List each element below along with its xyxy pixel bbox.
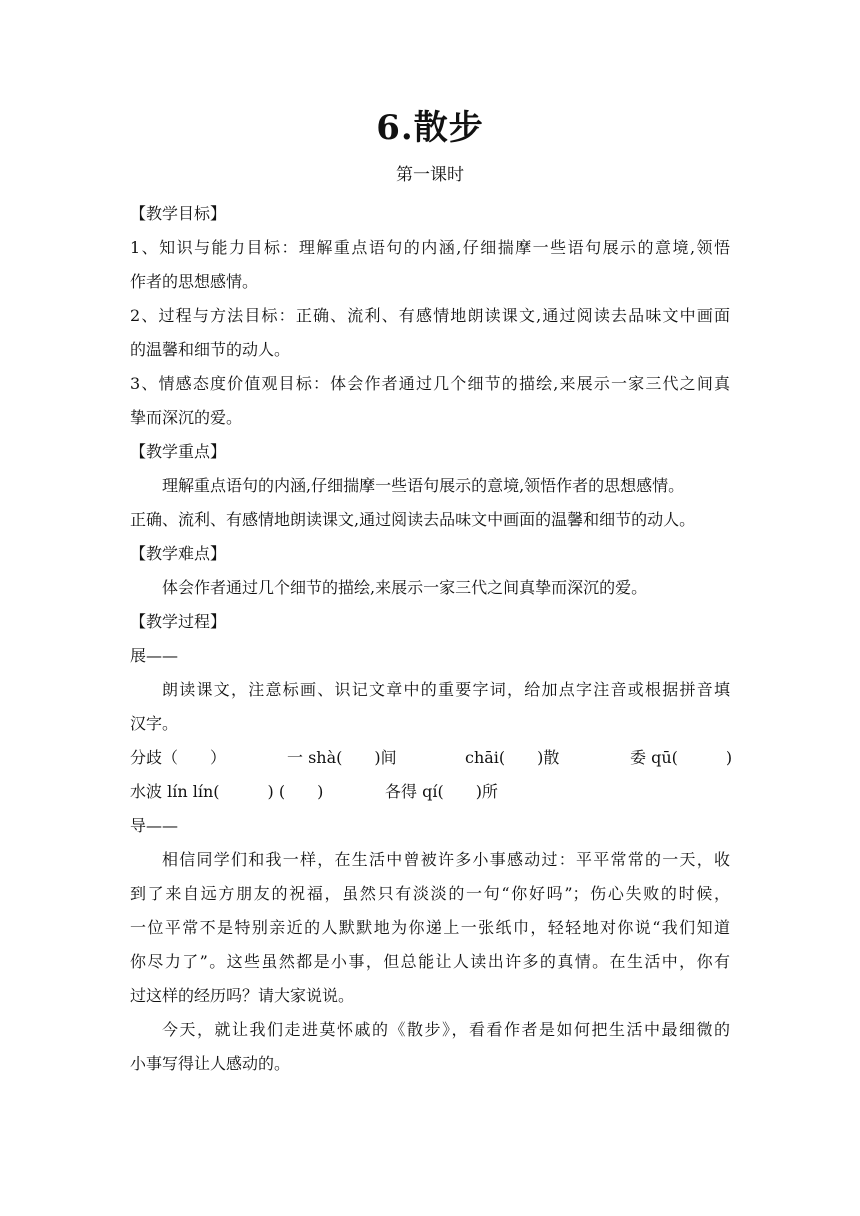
difficulties-line-1: 体会作者通过几个细节的描绘,来展示一家三代之间真挚而深沉的爱。 bbox=[162, 578, 648, 597]
process-dao-label: 导—— bbox=[130, 816, 179, 835]
process-dao-p1-line-3: 一位平常不是特别亲近的人默默地为你递上一张纸巾，轻轻地对你说“我们知道 bbox=[130, 918, 730, 937]
word-item-shuibo-linlin: 水波 lín lín( ) ( ) bbox=[130, 782, 324, 801]
objective-1-line-1: 1、知识与能力目标：理解重点语句的内涵,仔细揣摩一些语句展示的意境,领悟 bbox=[130, 238, 730, 257]
objective-3-line-2: 挚而深沉的爱。 bbox=[130, 408, 243, 427]
process-dao-p1-line-4: 你尽力了”。这些虽然都是小事，但总能让人读出许多的真情。在生活中，你有 bbox=[130, 952, 730, 971]
word-item-gedeqisuo: 各得 qí( )所 bbox=[385, 782, 498, 801]
process-zhan-line-1: 朗读课文，注意标画、识记文章中的重要字词，给加点字注音或根据拼音填 bbox=[162, 680, 730, 699]
process-dao-p1-line-1: 相信同学们和我一样，在生活中曾被许多小事感动过：平平常常的一天，收 bbox=[162, 850, 730, 869]
objective-1-line-2: 作者的思想感情。 bbox=[130, 272, 259, 291]
objective-2-line-2: 的温馨和细节的动人。 bbox=[130, 340, 291, 359]
process-dao-p1-line-5: 过这样的经历吗？请大家说说。 bbox=[130, 986, 355, 1005]
key-points-line-1: 理解重点语句的内涵,仔细揣摩一些语句展示的意境,领悟作者的思想感情。 bbox=[162, 476, 685, 495]
objective-2-line-1: 2、过程与方法目标：正确、流利、有感情地朗读课文,通过阅读去品味文中画面 bbox=[130, 306, 730, 325]
heading-key-points: 【教学重点】 bbox=[130, 442, 227, 461]
process-dao-p1-line-2: 到了来自远方朋友的祝福，虽然只有淡淡的一句“你好吗”；伤心失败的时候， bbox=[130, 884, 730, 903]
page-subtitle: 第一课时 bbox=[396, 165, 464, 185]
word-item-yisha: 一 shà( )间 bbox=[287, 748, 397, 767]
objective-3-line-1: 3、情感态度价值观目标：体会作者通过几个细节的描绘,来展示一家三代之间真 bbox=[130, 374, 730, 393]
heading-objectives: 【教学目标】 bbox=[130, 204, 227, 223]
page-title: 6.散步 bbox=[376, 108, 484, 148]
heading-difficulties: 【教学难点】 bbox=[130, 544, 227, 563]
process-zhan-label: 展—— bbox=[130, 646, 179, 665]
process-zhan-line-2: 汉字。 bbox=[130, 714, 179, 733]
word-item-weiqu: 委 qū( ) bbox=[630, 748, 733, 767]
word-item-chaisan: chāi( )散 bbox=[465, 748, 560, 767]
process-dao-p2-line-1: 今天，就让我们走进莫怀戚的《散步》，看看作者是如何把生活中最细微的 bbox=[162, 1020, 730, 1039]
word-item-fenqi: 分歧（ ） bbox=[130, 748, 227, 767]
heading-process: 【教学过程】 bbox=[130, 612, 227, 631]
key-points-line-2: 正确、流利、有感情地朗读课文,通过阅读去品味文中画面的温馨和细节的动人。 bbox=[130, 510, 696, 529]
process-dao-p2-line-2: 小事写得让人感动的。 bbox=[130, 1054, 291, 1073]
